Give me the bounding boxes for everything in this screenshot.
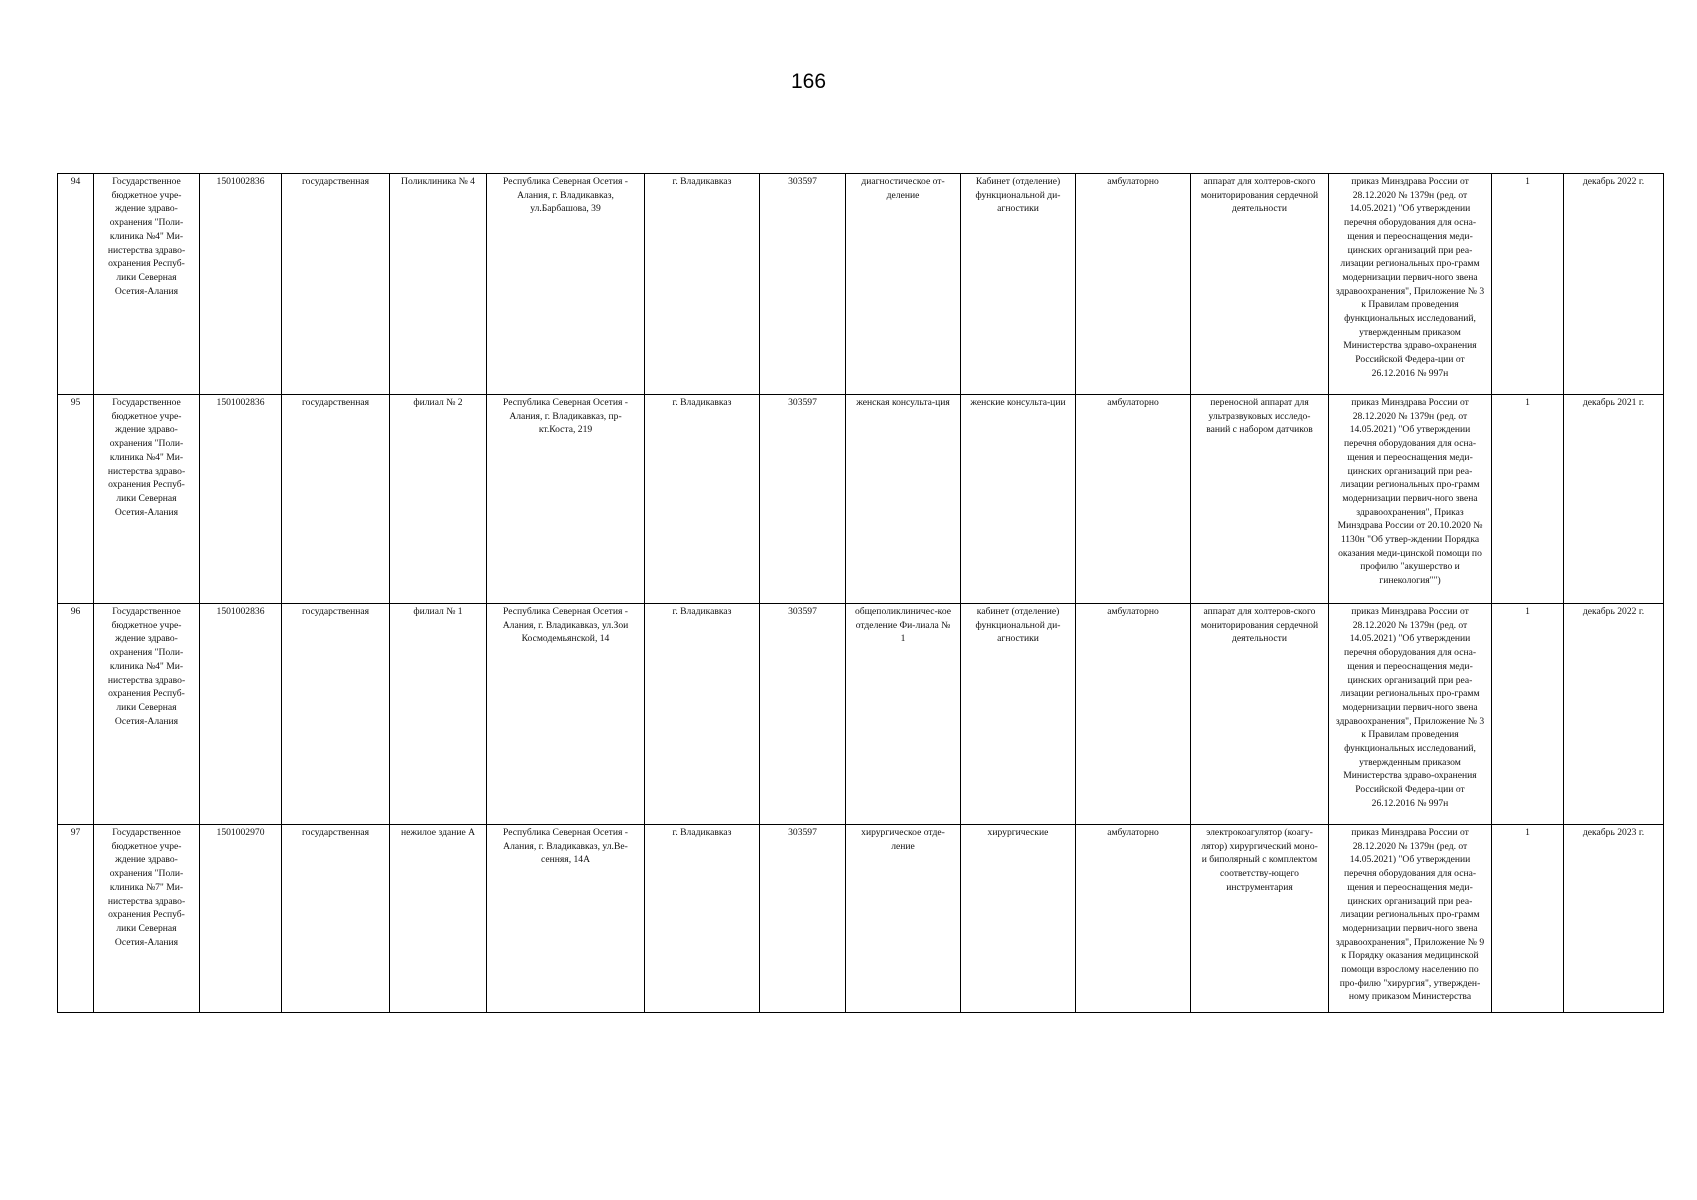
delivery-date: декабрь 2021 г. (1564, 395, 1664, 604)
unit: кабинет (отделение) функциональной ди-агностики (961, 604, 1076, 825)
table-row (58, 395, 1664, 604)
department: женская консульта-ция (846, 395, 961, 604)
table-row (58, 174, 1664, 395)
row-number: 97 (58, 825, 94, 1013)
delivery-date: декабрь 2022 г. (1564, 174, 1664, 395)
equipment-table (57, 173, 1664, 1013)
ownership-type: государственная (282, 825, 390, 1013)
quantity: 1 (1492, 604, 1564, 825)
row-number: 95 (58, 395, 94, 604)
inn-code: 1501002970 (200, 825, 282, 1013)
equipment: электрокоагулятор (коагу-лятор) хирургический моно- и биполярный с комплектом соответству-ющего инструментария (1191, 825, 1329, 1013)
organization-name: Государственное бюджетное учре-ждение здраво-охранения "Поли-клиника №7" Ми-нистерства здраво-охранения Респуб-лики Северная Осетия-Алания (94, 825, 200, 1013)
legal-basis: приказ Минздрава России от 28.12.2020 № 1379н (ред. от 14.05.2021) "Об утверждении перечня оборудования для осна-щения и переоснащения меди-цинских организаций при реа-лизации региональных про-грамм модернизации первич-ного звена здравоохранения", Приложение № 3 к Правилам проведения функциональных исследований, утвержденным приказом Министерства здраво-охранения Российской Федера-ции от 26.12.2016 № 997н (1329, 604, 1492, 825)
legal-basis: приказ Минздрава России от 28.12.2020 № 1379н (ред. от 14.05.2021) "Об утверждении перечня оборудования для осна-щения и переоснащения меди-цинских организаций при реа-лизации региональных про-грамм модернизации первич-ного звена здравоохранения", Приложение № 9 к Порядку оказания медицинской помощи взрослому населению по про-филю "хирургия", утвержден-ному приказом Министерства (1329, 825, 1492, 1013)
building-name: филиал № 2 (390, 395, 487, 604)
delivery-date: декабрь 2022 г. (1564, 604, 1664, 825)
row-number: 96 (58, 604, 94, 825)
location-code: 303597 (760, 604, 846, 825)
equipment: переносной аппарат для ультразвуковых исследо-ваний с набором датчиков (1191, 395, 1329, 604)
ownership-type: государственная (282, 604, 390, 825)
city: г. Владикавказ (645, 174, 760, 395)
organization-name: Государственное бюджетное учре-ждение здраво-охранения "Поли-клиника №4" Ми-нистерства здраво-охранения Респуб-лики Северная Осетия-Алания (94, 604, 200, 825)
address: Республика Северная Осетия - Алания, г. Владикавказ, ул.Барбашова, 39 (487, 174, 645, 395)
building-name: нежилое здание А (390, 825, 487, 1013)
location-code: 303597 (760, 174, 846, 395)
page-number: 166 (790, 70, 827, 93)
delivery-date: декабрь 2023 г. (1564, 825, 1664, 1013)
building-name: Поликлиника № 4 (390, 174, 487, 395)
care-type: амбулаторно (1076, 604, 1191, 825)
equipment: аппарат для холтеров-ского мониторирования сердечной деятельности (1191, 174, 1329, 395)
address: Республика Северная Осетия - Алания, г. Владикавказ, ул.Ве-сенняя, 14А (487, 825, 645, 1013)
care-type: амбулаторно (1076, 825, 1191, 1013)
location-code: 303597 (760, 825, 846, 1013)
legal-basis: приказ Минздрава России от 28.12.2020 № 1379н (ред. от 14.05.2021) "Об утверждении перечня оборудования для осна-щения и переоснащения меди-цинских организаций при реа-лизации региональных про-грамм модернизации первич-ного звена здравоохранения", Приложение № 3 к Правилам проведения функциональных исследований, утвержденным приказом Министерства здраво-охранения Российской Федера-ции от 26.12.2016 № 997н (1329, 174, 1492, 395)
unit: хирургические (961, 825, 1076, 1013)
quantity: 1 (1492, 395, 1564, 604)
department: диагностическое от-деление (846, 174, 961, 395)
legal-basis: приказ Минздрава России от 28.12.2020 № 1379н (ред. от 14.05.2021) "Об утверждении перечня оборудования для осна-щения и переоснащения меди-цинских организаций при реа-лизации региональных про-грамм модернизации первич-ного звена здравоохранения", Приказ Минздрава России от 20.10.2020 № 1130н "Об утвер-ждении Порядка оказания меди-цинской помощи по профилю "акушерство и гинекология"") (1329, 395, 1492, 604)
row-number: 94 (58, 174, 94, 395)
city: г. Владикавказ (645, 604, 760, 825)
inn-code: 1501002836 (200, 395, 282, 604)
organization-name: Государственное бюджетное учре-ждение здраво-охранения "Поли-клиника №4" Ми-нистерства здраво-охранения Респуб-лики Северная Осетия-Алания (94, 395, 200, 604)
care-type: амбулаторно (1076, 174, 1191, 395)
ownership-type: государственная (282, 174, 390, 395)
care-type: амбулаторно (1076, 395, 1191, 604)
city: г. Владикавказ (645, 395, 760, 604)
department: хирургическое отде-ление (846, 825, 961, 1013)
address: Республика Северная Осетия - Алания, г. Владикавказ, ул.Зои Космодемьянской, 14 (487, 604, 645, 825)
equipment: аппарат для холтеров-ского мониторирования сердечной деятельности (1191, 604, 1329, 825)
building-name: филиал № 1 (390, 604, 487, 825)
inn-code: 1501002836 (200, 174, 282, 395)
unit: женские консульта-ции (961, 395, 1076, 604)
table-row (58, 825, 1664, 1013)
inn-code: 1501002836 (200, 604, 282, 825)
department: общеполиклиничес-кое отделение Фи-лиала № 1 (846, 604, 961, 825)
organization-name: Государственное бюджетное учре-ждение здраво-охранения "Поли-клиника №4" Ми-нистерства здраво-охранения Респуб-лики Северная Осетия-Алания (94, 174, 200, 395)
city: г. Владикавказ (645, 825, 760, 1013)
quantity: 1 (1492, 174, 1564, 395)
table-row (58, 604, 1664, 825)
unit: Кабинет (отделение) функциональной ди-агностики (961, 174, 1076, 395)
ownership-type: государственная (282, 395, 390, 604)
location-code: 303597 (760, 395, 846, 604)
quantity: 1 (1492, 825, 1564, 1013)
address: Республика Северная Осетия - Алания, г. Владикавказ, пр-кт.Коста, 219 (487, 395, 645, 604)
